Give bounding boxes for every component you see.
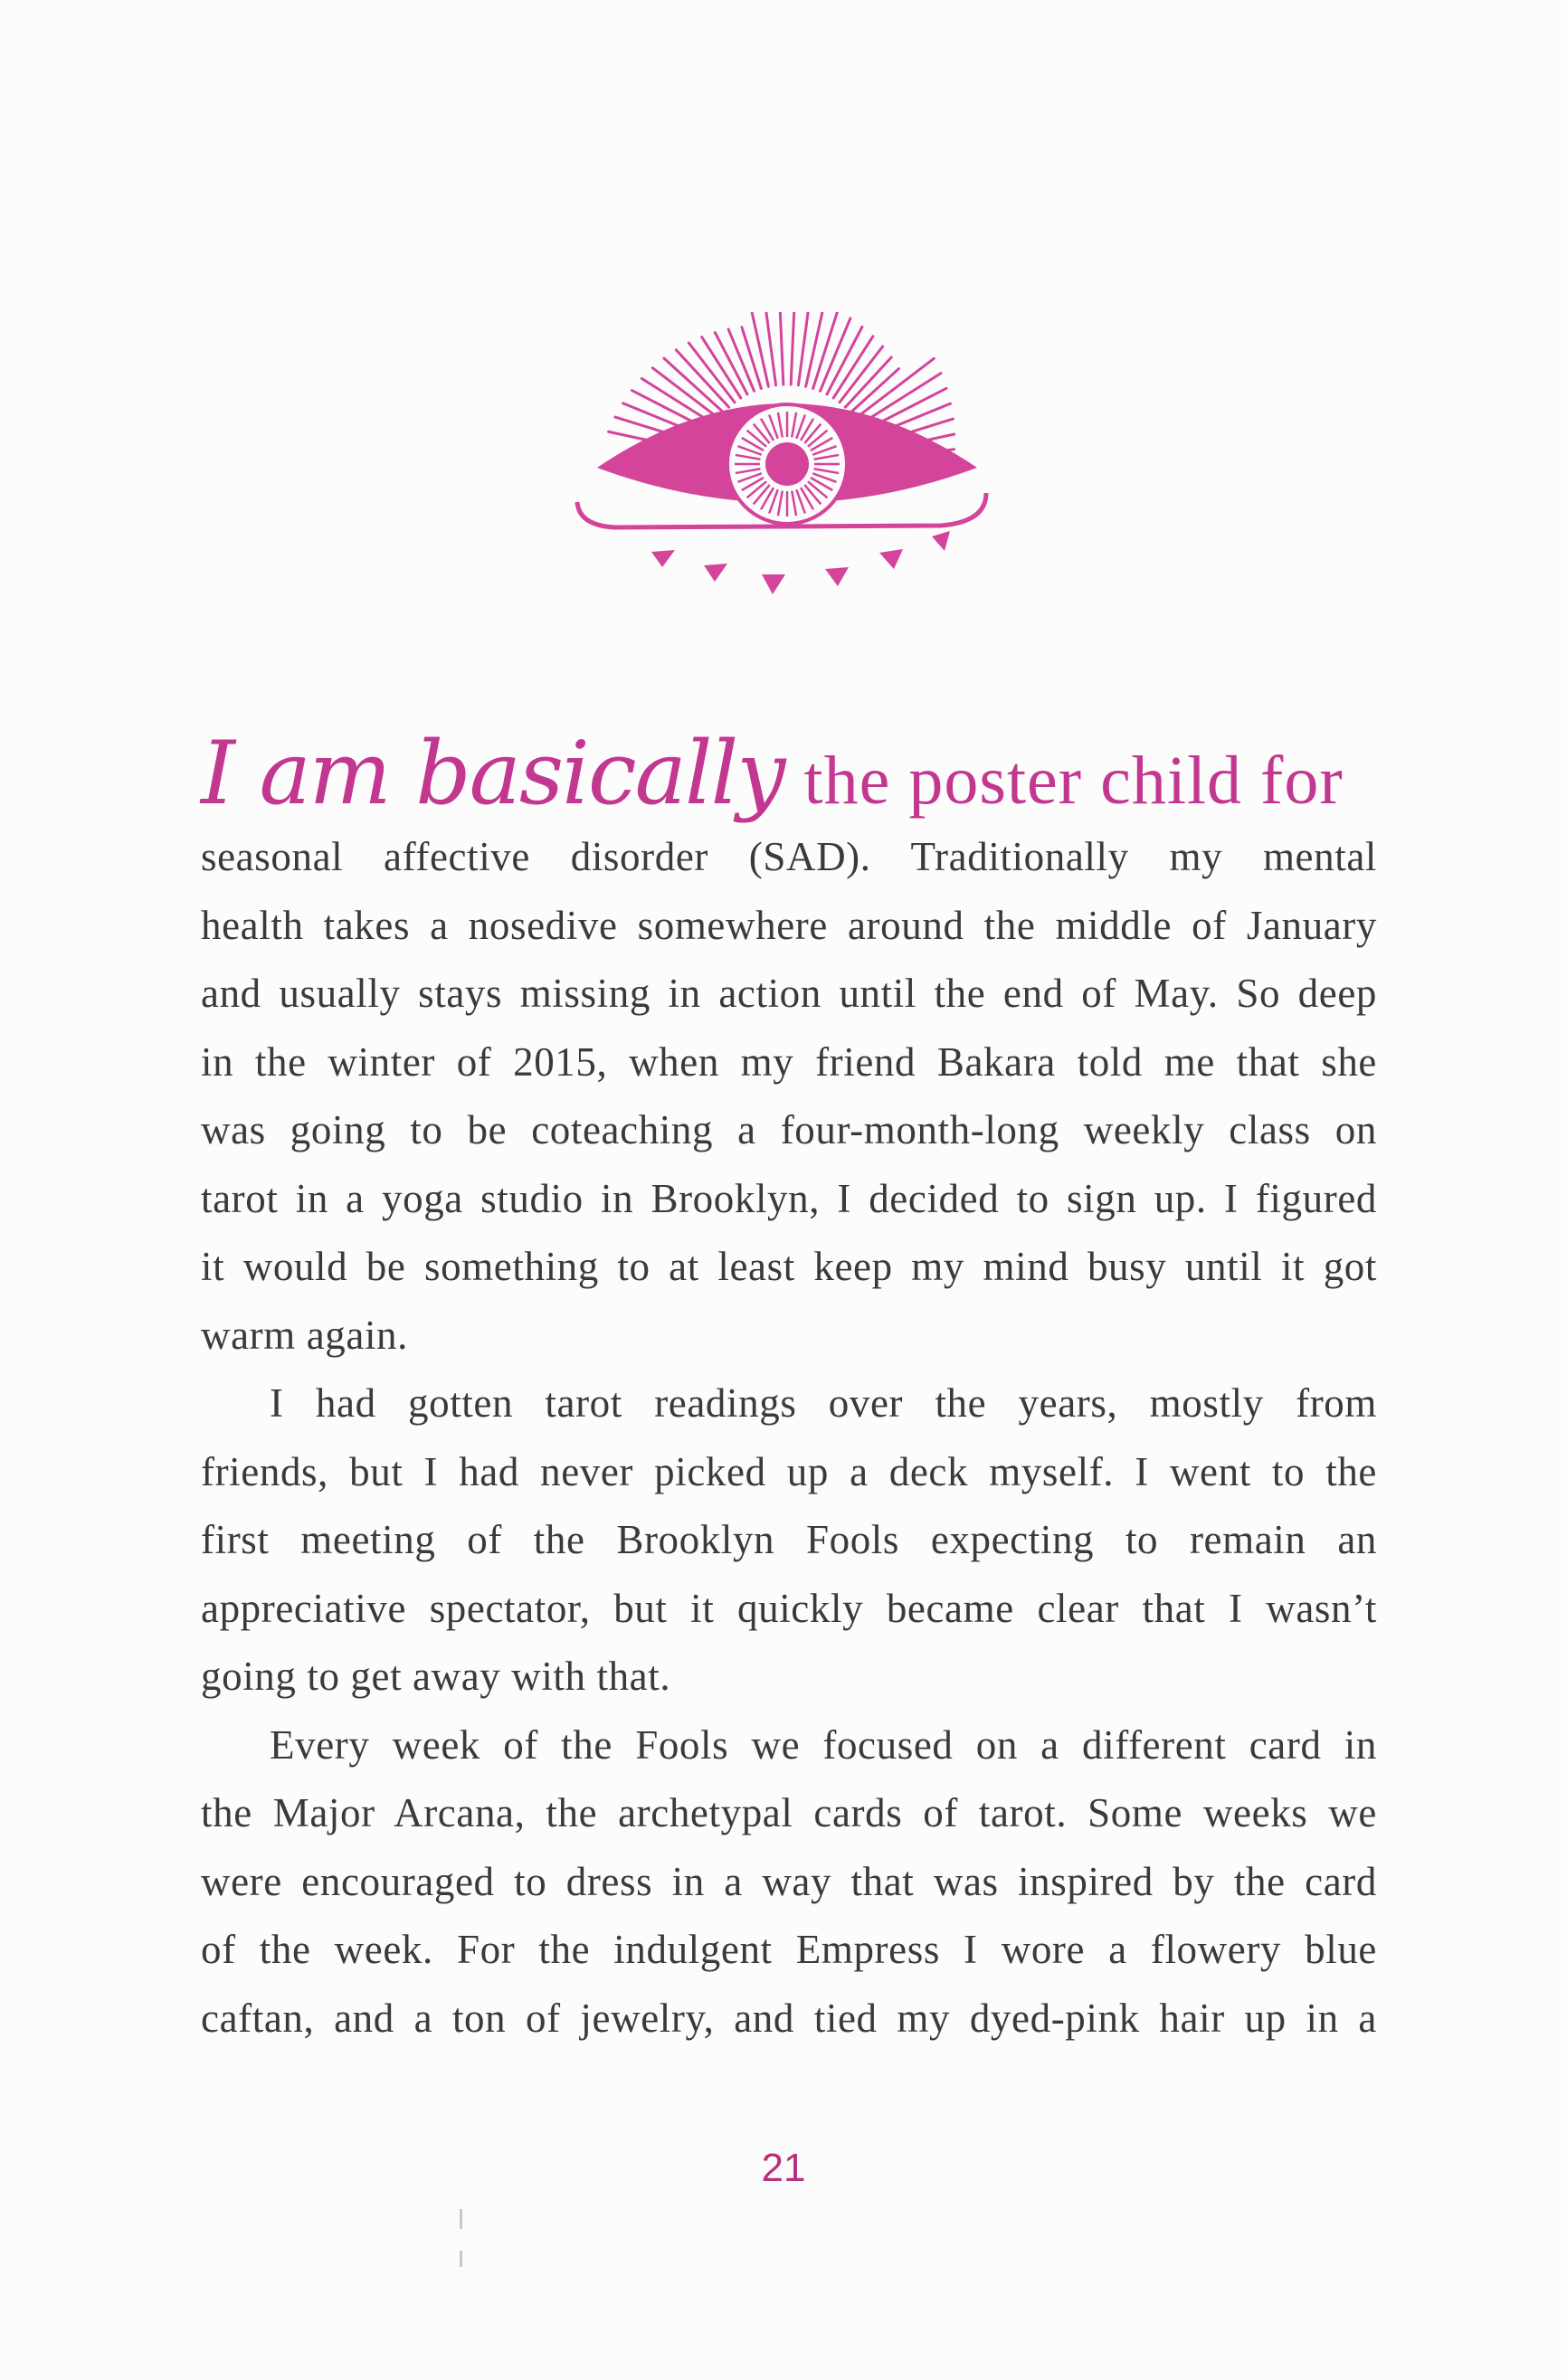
opening-line xyxy=(201,724,1377,823)
text-line: tarot in a yoga studio in Brooklyn, I decided to sign up. I figured xyxy=(201,1175,1377,1221)
text-line: health takes a nosedive somewhere around the middle of January xyxy=(201,902,1377,948)
paragraph xyxy=(201,1712,1377,2053)
text-line: I had gotten tarot readings over the years, mostly from xyxy=(270,1380,1377,1426)
text-line: going to get away with that. xyxy=(201,1654,671,1699)
paragraph xyxy=(201,823,1377,1370)
text-line: the Major Arcana, the archetypal cards of tarot. Some weeks we xyxy=(201,1790,1377,1835)
text-line: seasonal affective disorder (SAD). Traditionally my mental xyxy=(201,834,1377,879)
script-lead-in: I am basically xyxy=(201,723,784,824)
text-line: were encouraged to dress in a way that was inspired by the card xyxy=(201,1858,1377,1904)
text-line: Every week of the Fools we focused on a different card in xyxy=(270,1721,1377,1768)
text-line: was going to be coteaching a four-month-long weekly class on xyxy=(201,1107,1377,1152)
lash-triangles xyxy=(651,531,950,594)
sunburst-eye-icon xyxy=(561,312,1013,615)
scan-mark xyxy=(460,2251,462,2267)
text-line: warm again. xyxy=(201,1312,409,1358)
text-line: appreciative spectator, but it quickly became clear that I wasn’t xyxy=(201,1585,1377,1631)
paragraphs xyxy=(201,823,1377,2053)
page-number: 21 xyxy=(761,2146,806,2190)
text-line: and usually stays missing in action until the end of May. So deep xyxy=(201,971,1377,1016)
text-line: it would be something to at least keep my mind busy until it got xyxy=(201,1244,1377,1289)
paragraph xyxy=(201,1370,1377,1712)
body-text xyxy=(201,724,1377,2053)
text-line: first meeting of the Brooklyn Fools expecting to remain an xyxy=(201,1517,1377,1562)
pupil xyxy=(765,442,809,486)
opening-continuation: the poster child for xyxy=(803,743,1344,819)
text-line: friends, but I had never picked up a deck myself. I went to the xyxy=(201,1448,1377,1494)
text-line: of the week. For the indulgent Empress I wore a flowery blue xyxy=(201,1927,1377,1972)
text-line: in the winter of 2015, when my friend Bakara told me that she xyxy=(201,1038,1377,1085)
text-line: caftan, and a ton of jewelry, and tied my dyed-pink hair up in a xyxy=(201,1995,1377,2041)
scan-mark xyxy=(460,2209,462,2229)
